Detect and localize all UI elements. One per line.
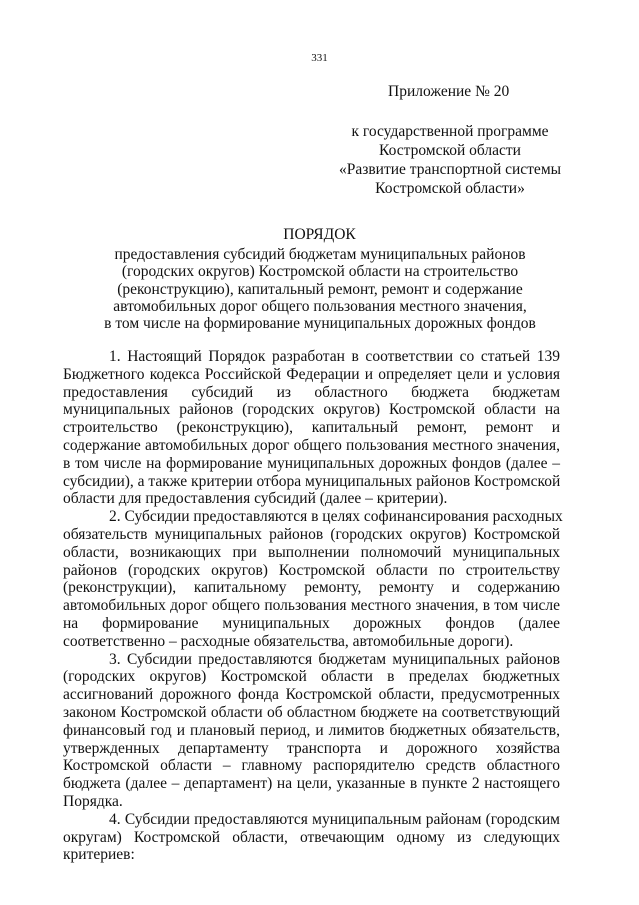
text-line: законом Костромской области об областном бюджете на соответствующий [63,703,560,721]
text-line: бюджета (далее – департамент) на цели, указанные в пункте 2 настоящего [63,775,560,793]
text-line: субсидии), а также критерии отбора муниципальных районов Костромской [63,472,561,490]
text-line: финансовый год и плановый период, и лимитов бюджетных обязательств, [63,721,560,739]
text-line: соответственно – расходные обязательства, автомобильные дороги). [63,632,514,650]
paragraph-3 [63,651,560,811]
text-line: районов (городских округов) Костромской области по строительству [63,561,560,579]
text-line: Бюджетного кодекса Российской Федерации и определяет цели и условия [63,365,560,383]
text-line: утвержденных департаменту транспорта и дорожного хозяйства [63,739,560,757]
text-line: 1. Настоящий Порядок разработан в соответствии со статьей 139 [109,348,560,365]
text-line: (реконструкции), капитальному ремонту, ремонту и содержанию [63,579,560,597]
text-line: округам) Костромской области, отвечающим одному из следующих [63,828,560,846]
text-line: области для предоставления субсидий (далее – критерии). [63,490,448,508]
text-line: обязательств муниципальных районов (городских округов) Костромской [63,525,560,543]
text-line: автомобильных дорог общего пользования местного значения, в том числе [63,597,560,615]
text-line: 3. Субсидии предоставляются бюджетам муниципальных районов [109,650,560,668]
text-line: строительство (реконструкцию), капитальный ремонт, ремонт и [63,419,560,437]
order-subtitle-line: автомобильных дорог общего пользования местного значения, [113,297,527,315]
appendix-ref-line: к государственной программе [351,123,549,140]
text-line: на формирование муниципальных дорожных фондов (далее [63,614,560,632]
order-subtitle-line: в том числе на формирование муниципальных дорожных фондов [104,315,536,333]
text-line: области, возникающих при выполнении полномочий муниципальных [63,543,560,561]
text-line: (городских округов) Костромской области в пределах бюджетных [63,668,560,686]
text-line: муниципальных районов (городских округов) Костромской области на [63,401,560,419]
appendix-title: Приложение № 20 [388,83,510,100]
text-line: содержание автомобильных дорог общего пользования местного значения, [63,436,560,454]
paragraph-2 [63,508,563,650]
text-line: Костромской области – главному распорядителю средств областного [63,757,560,775]
appendix-reference [330,122,570,198]
appendix-ref-line: Костромской области [379,142,521,159]
appendix-ref-line: Костромской области» [375,180,525,197]
order-title: ПОРЯДОК [283,226,356,243]
text-line: 2. Субсидии предоставляются в целях софинансирования расходных [109,508,563,526]
order-subtitle-line: (реконструкцию), капитальный ремонт, ремонт и содержание [117,280,523,298]
paragraph-1 [63,348,560,508]
order-subtitle [60,246,580,332]
text-line: критериев: [63,846,135,864]
order-subtitle-line: предоставления субсидий бюджетам муниципальных районов [114,246,526,263]
text-line: ассигнований дорожного фонда Костромской области, предусмотренных [63,686,560,704]
page-number: 331 [311,52,328,64]
order-subtitle-line: (городских округов) Костромской области на строительство [121,263,519,281]
text-line: в том числе на формирование муниципальных дорожных фондов (далее – [63,454,560,472]
text-line: предоставления субсидий из областного бюджета бюджетам [63,383,560,401]
paragraph-4 [63,811,560,864]
appendix-ref-line: «Развитие транспортной системы [338,161,562,178]
body-text [63,348,563,864]
text-line: Порядка. [63,792,123,810]
text-line: 4. Субсидии предоставляются муниципальным районам (городским [109,810,560,828]
